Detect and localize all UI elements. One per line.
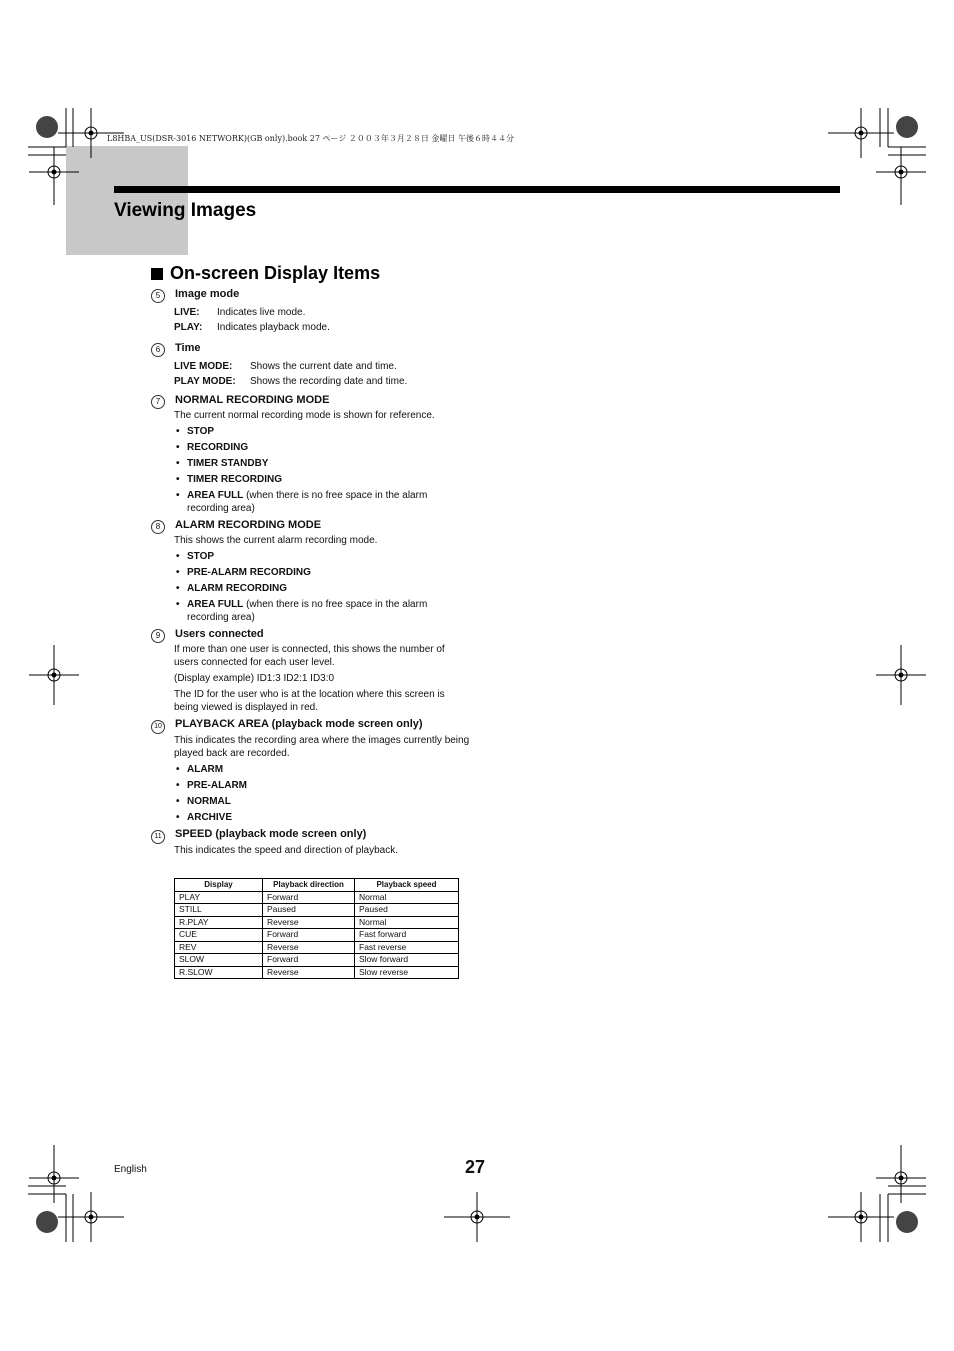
circled-number-icon: 5	[151, 289, 165, 303]
table-cell: PLAY	[175, 891, 263, 904]
list-item: • RECORDING	[176, 442, 249, 453]
footer-language: English	[114, 1164, 147, 1175]
item-text: This indicates the recording area where the images currently being played back are recorded.	[174, 735, 470, 759]
print-header: L8HBA_US(DSR-3016 NETWORK)(GB only).book 27 ページ ２００３年３月２８日 金曜日 午後６時４４分	[107, 134, 514, 143]
list-item: • PRE-ALARM RECORDING	[176, 567, 311, 578]
table-cell: CUE	[175, 929, 263, 942]
item-text: This shows the current alarm recording mode.	[174, 535, 378, 546]
table-cell: Fast reverse	[355, 941, 459, 954]
table-cell: Reverse	[263, 966, 355, 979]
list-item: • ALARM	[176, 764, 224, 775]
page-number: 27	[465, 1157, 486, 1177]
table-cell: Slow forward	[355, 954, 459, 967]
item-text: (Display example) ID1:3 ID2:1 ID3:0	[174, 673, 335, 684]
table-cell: Paused	[263, 904, 355, 917]
def-term: PLAY:	[174, 322, 203, 333]
section-title: Viewing Images	[114, 200, 257, 221]
def-desc: Shows the current date and time.	[250, 361, 397, 372]
item-title: Image mode	[175, 288, 240, 300]
table-cell: Forward	[263, 891, 355, 904]
item-text: The current normal recording mode is shown for reference.	[174, 410, 435, 421]
table-cell: Reverse	[263, 916, 355, 929]
column-header: Playback speed	[355, 879, 459, 892]
table-cell: SLOW	[175, 954, 263, 967]
list-item: • AREA FULL (when there is no free space in the alarm recording area)	[176, 599, 428, 623]
item-text: This indicates the speed and direction of playback.	[174, 845, 399, 856]
item-text: If more than one user is connected, this shows the number of users connected for each user level.	[174, 644, 445, 668]
column-header: Display	[175, 879, 263, 892]
column-header: Playback direction	[263, 879, 355, 892]
item-title: NORMAL RECORDING MODE	[175, 394, 330, 406]
list-item: • ALARM RECORDING	[176, 583, 287, 594]
table-cell: Fast forward	[355, 929, 459, 942]
item-text: The ID for the user who is at the location where this screen is being viewed is displayed in red.	[174, 689, 445, 713]
list-item: • STOP	[176, 551, 215, 562]
def-term: PLAY MODE:	[174, 376, 236, 387]
list-item: • ARCHIVE	[176, 812, 233, 823]
table-cell: Slow reverse	[355, 966, 459, 979]
table-cell: Forward	[263, 929, 355, 942]
table-cell: STILL	[175, 904, 263, 917]
def-desc: Indicates live mode.	[217, 307, 306, 318]
circled-number-icon: 11	[151, 830, 165, 844]
circled-number-icon: 9	[151, 629, 165, 643]
table-cell: Reverse	[263, 941, 355, 954]
subsection-title-text: On-screen Display Items	[170, 263, 381, 283]
list-item: • TIMER STANDBY	[176, 458, 269, 469]
item-title: PLAYBACK AREA (playback mode screen only)	[175, 718, 423, 730]
item-title: Users connected	[175, 628, 264, 640]
table-cell: Normal	[355, 916, 459, 929]
list-item: • STOP	[176, 426, 215, 437]
circled-number-icon: 10	[151, 720, 165, 734]
table-cell: R.SLOW	[175, 966, 263, 979]
table-cell: Forward	[263, 954, 355, 967]
item-title: Time	[175, 342, 201, 354]
table-cell: R.PLAY	[175, 916, 263, 929]
table-cell: REV	[175, 941, 263, 954]
list-item: • PRE-ALARM	[176, 780, 247, 791]
def-desc: Indicates playback mode.	[217, 322, 330, 333]
table-cell: Paused	[355, 904, 459, 917]
list-item: • NORMAL	[176, 796, 231, 807]
def-term: LIVE:	[174, 307, 200, 318]
list-item: • TIMER RECORDING	[176, 474, 282, 485]
circled-number-icon: 7	[151, 395, 165, 409]
table-cell: Normal	[355, 891, 459, 904]
circled-number-icon: 8	[151, 520, 165, 534]
item-title: SPEED (playback mode screen only)	[175, 828, 367, 840]
item-title: ALARM RECORDING MODE	[175, 519, 322, 531]
def-term: LIVE MODE:	[174, 361, 233, 372]
def-desc: Shows the recording date and time.	[250, 376, 408, 387]
list-item: • AREA FULL (when there is no free space in the alarm recording area)	[176, 490, 428, 514]
circled-number-icon: 6	[151, 343, 165, 357]
